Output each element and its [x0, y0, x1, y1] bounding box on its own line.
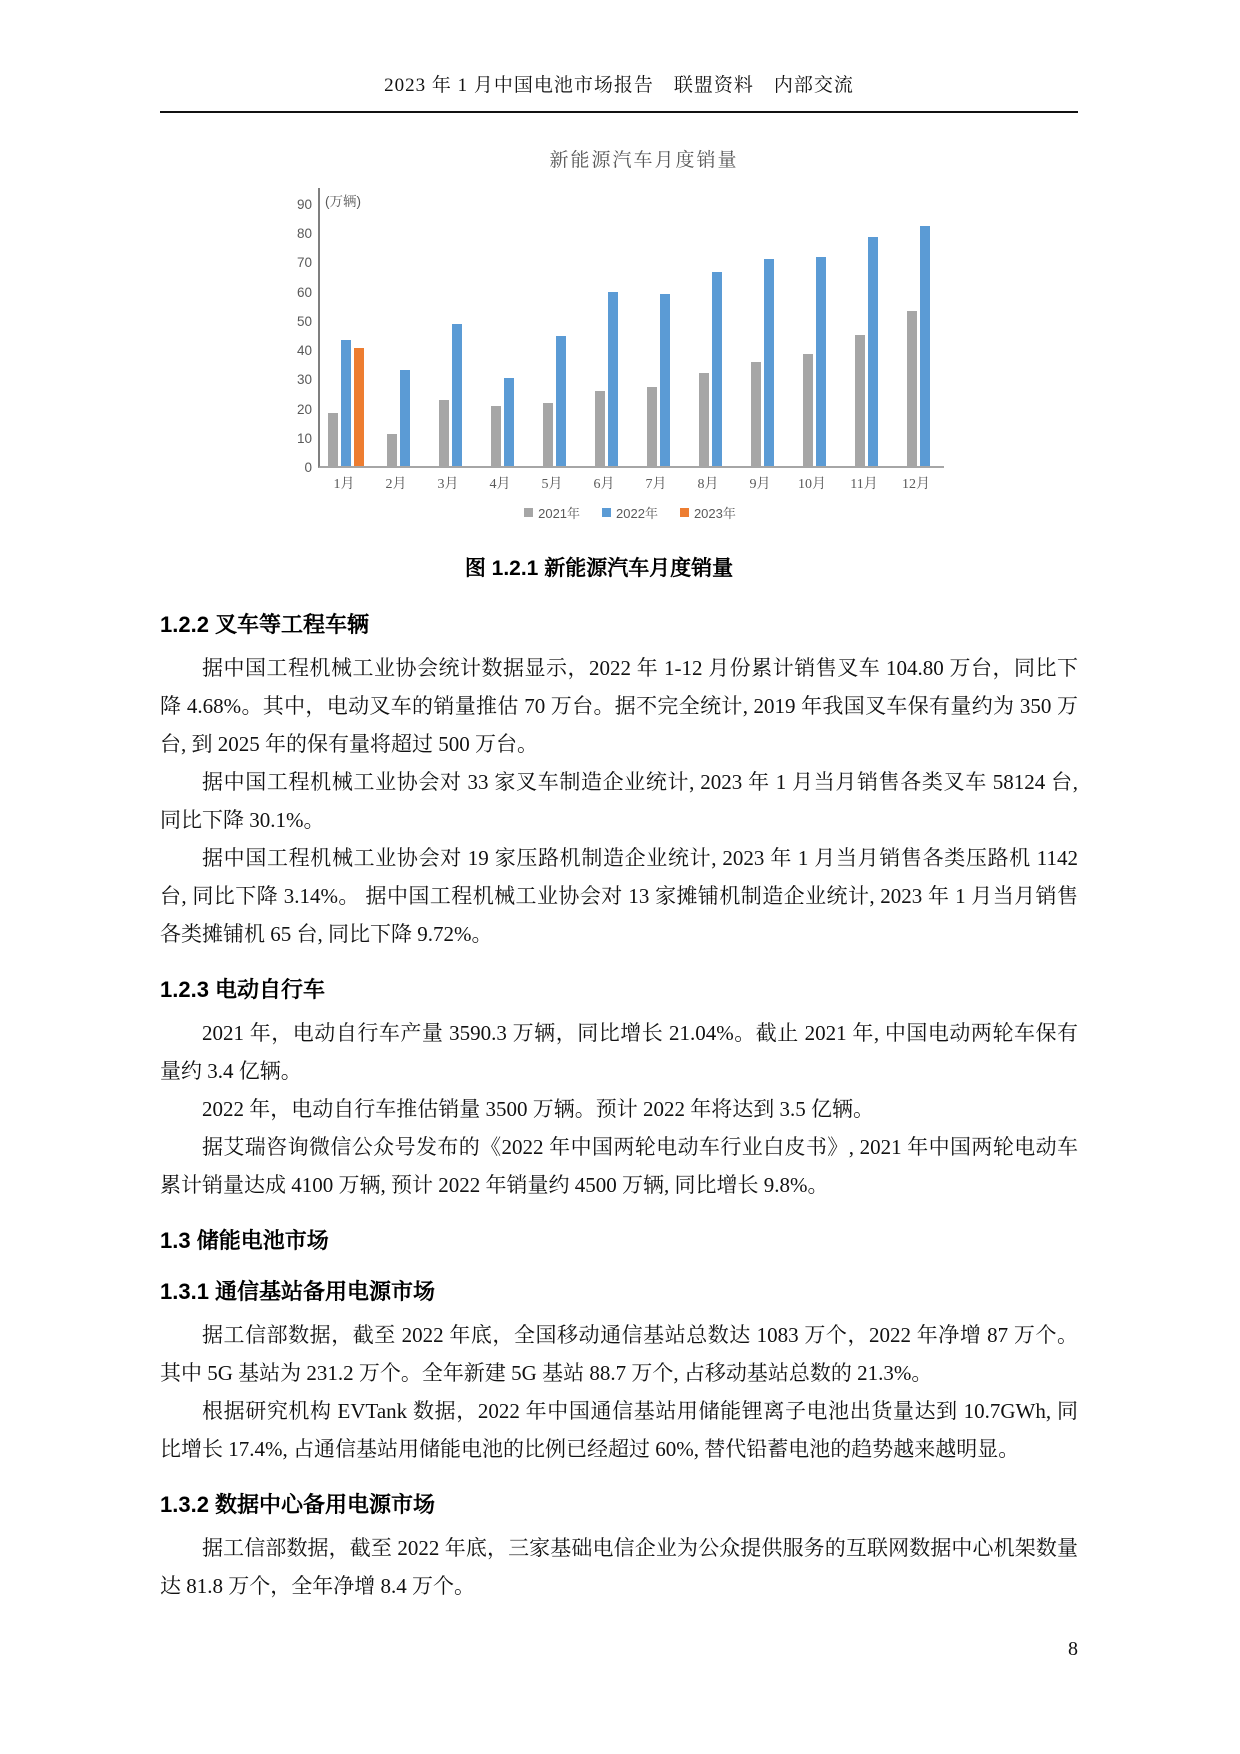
bar-2023年-1月 — [354, 348, 364, 466]
section-1-paragraph-1: 2022 年，电动自行车推估销量 3500 万辆。预计 2022 年将达到 3.5 亿辆。 — [202, 1097, 874, 1121]
y-axis-tick-10: 10 — [296, 430, 312, 446]
section-1-paragraph-2: 据艾瑞咨询微信公众号发布的《2022 年中国两轮电动车行业白皮书》, 2021 年中国两轮电动车累计销量达成 4100 万辆, 预计 2022 年销量约 4500 万辆, 同比增长 9.8%。 — [160, 1135, 1078, 1197]
bar-2022年-1月 — [341, 340, 351, 466]
y-axis-tick-80: 80 — [296, 226, 312, 242]
bar-2022年-2月 — [400, 370, 410, 466]
bar-2022年-4月 — [504, 378, 514, 466]
section-heading-1.3: 1.3 储能电池市场 — [160, 1228, 329, 1253]
x-axis-labels — [318, 468, 942, 493]
x-axis-label-9月: 9月 — [749, 477, 771, 492]
bar-group-2月 — [372, 370, 424, 466]
bar-2021年-12月 — [907, 311, 917, 466]
bar-group-12月 — [892, 226, 944, 466]
bar-group-8月 — [684, 272, 736, 466]
document-header-title: 2023 年 1 月中国电池市场报告 联盟资料 内部交流 — [384, 75, 854, 96]
bar-2021年-7月 — [647, 387, 657, 466]
bar-2022年-10月 — [816, 257, 826, 466]
x-axis-label-7月: 7月 — [645, 477, 667, 492]
y-axis-unit-label: (万辆) — [325, 194, 361, 209]
section-heading-1.2.3: 1.2.3 电动自行车 — [160, 977, 326, 1002]
bar-2021年-6月 — [595, 391, 605, 466]
y-axis-tick-60: 60 — [296, 284, 312, 300]
section-heading-1.2.2: 1.2.2 叉车等工程车辆 — [160, 612, 370, 637]
legend-label-2023年: 2023年 — [693, 506, 736, 521]
x-axis-label-1月: 1月 — [333, 477, 355, 492]
section-3-paragraph-0: 据工信部数据，截至 2022 年底，全国移动通信基站总数达 1083 万个，2022 年净增 87 万个。其中 5G 基站为 231.2 万个。全年新建 5G 基站 88.7 万个, 占移动基站总数的 21.3%。 — [160, 1323, 1078, 1385]
legend-swatch-2021年 — [524, 508, 533, 517]
section-0-paragraph-2: 据中国工程机械工业协会对 19 家压路机制造企业统计, 2023 年 1 月当月销售各类压路机 1142 台, 同比下降 3.14%。 据中国工程机械工业协会对 13 家摊铺机制造企业统计, 2023 年 1 月当月销售各类摊铺机 65 台, 同比下降 9.72%。 — [160, 846, 1078, 946]
bar-2022年-6月 — [608, 292, 618, 466]
bar-2022年-12月 — [920, 226, 930, 466]
x-axis-label-10月: 10月 — [798, 477, 826, 492]
x-axis-label-4月: 4月 — [489, 477, 511, 492]
x-axis-label-12月: 12月 — [902, 477, 930, 492]
chart-legend — [318, 503, 942, 522]
legend-item-2022年 — [602, 503, 658, 522]
section-1-paragraph-0: 2021 年，电动自行车产量 3590.3 万辆，同比增长 21.04%。截止 2021 年, 中国电动两轮车保有量约 3.4 亿辆。 — [160, 1021, 1078, 1083]
bar-2021年-3月 — [439, 400, 449, 466]
chart-title: 新能源汽车月度销量 — [549, 150, 739, 171]
section-4-paragraph-0: 据工信部数据，截至 2022 年底，三家基础电信企业为公众提供服务的互联网数据中心机架数量达 81.8 万个，全年净增 8.4 万个。 — [160, 1536, 1078, 1598]
bar-group-5月 — [528, 336, 580, 466]
bar-2022年-11月 — [868, 237, 878, 466]
y-axis-tick-70: 70 — [296, 255, 312, 271]
y-axis-tick-0: 0 — [304, 460, 312, 475]
section-heading-1.3.2: 1.3.2 数据中心备用电源市场 — [160, 1492, 436, 1517]
bar-2022年-3月 — [452, 324, 462, 466]
bar-group-3月 — [424, 324, 476, 466]
bar-2021年-5月 — [543, 403, 553, 466]
section-3-paragraph-1: 根据研究机构 EVTank 数据，2022 年中国通信基站用储能锂离子电池出货量达到 10.7GWh, 同比增长 17.4%, 占通信基站用储能电池的比例已经超过 60%, 替代铅蓄电池的趋势越来越明显。 — [160, 1399, 1078, 1461]
page-column — [160, 70, 1078, 1605]
bar-2021年-2月 — [387, 434, 397, 466]
y-axis-tick-50: 50 — [296, 313, 312, 329]
bar-2021年-9月 — [751, 362, 761, 466]
x-axis-label-6月: 6月 — [593, 477, 615, 492]
legend-label-2021年: 2021年 — [538, 506, 581, 521]
bar-group-6月 — [580, 292, 632, 466]
figure-caption: 图 1.2.1 新能源汽车月度销量 — [464, 557, 734, 580]
bar-2022年-9月 — [764, 259, 774, 466]
legend-label-2022年: 2022年 — [616, 506, 658, 521]
bar-2022年-8月 — [712, 272, 722, 466]
chart-plot-area — [296, 188, 944, 475]
y-axis-tick-20: 20 — [296, 401, 312, 417]
bar-group-4月 — [476, 378, 528, 466]
bar-2021年-4月 — [491, 406, 501, 466]
x-axis-label-3月: 3月 — [437, 477, 459, 492]
bar-2021年-1月 — [328, 413, 338, 466]
section-heading-1.3.1: 1.3.1 通信基站备用电源市场 — [160, 1279, 436, 1304]
bar-2021年-8月 — [699, 373, 709, 467]
page-number: 8 — [1068, 1638, 1078, 1660]
nev-monthly-sales-chart — [270, 145, 970, 522]
report-sections — [160, 608, 1078, 1605]
bar-group-7月 — [632, 294, 684, 466]
bar-group-11月 — [840, 237, 892, 466]
section-0-paragraph-1: 据中国工程机械工业协会对 33 家叉车制造企业统计, 2023 年 1 月当月销售各类叉车 58124 台, 同比下降 30.1%。 — [160, 770, 1078, 832]
bar-2022年-7月 — [660, 294, 670, 466]
header-divider — [160, 111, 1078, 113]
bar-group-1月 — [320, 340, 372, 466]
legend-item-2021年 — [524, 503, 580, 522]
bar-group-10月 — [788, 257, 840, 466]
bar-2021年-11月 — [855, 335, 865, 467]
y-axis-tick-90: 90 — [296, 197, 312, 212]
legend-item-2023年 — [680, 503, 736, 522]
bar-2021年-10月 — [803, 354, 813, 467]
x-axis-label-8月: 8月 — [697, 477, 719, 492]
y-axis-tick-40: 40 — [296, 343, 312, 359]
x-axis-label-2月: 2月 — [385, 477, 407, 492]
bar-group-9月 — [736, 259, 788, 466]
bar-2022年-5月 — [556, 336, 566, 466]
x-axis-label-5月: 5月 — [541, 477, 563, 492]
legend-swatch-2023年 — [680, 508, 689, 517]
x-axis-label-11月: 11月 — [850, 477, 878, 492]
y-axis-tick-30: 30 — [296, 372, 312, 388]
legend-swatch-2022年 — [602, 508, 611, 517]
section-0-paragraph-0: 据中国工程机械工业协会统计数据显示，2022 年 1-12 月份累计销售叉车 104.80 万台，同比下降 4.68%。其中，电动叉车的销量推估 70 万台。据不完全统计, 2019 年我国叉车保有量约为 350 万台, 到 2025 年的保有量将超过 500 万台。 — [160, 656, 1078, 756]
